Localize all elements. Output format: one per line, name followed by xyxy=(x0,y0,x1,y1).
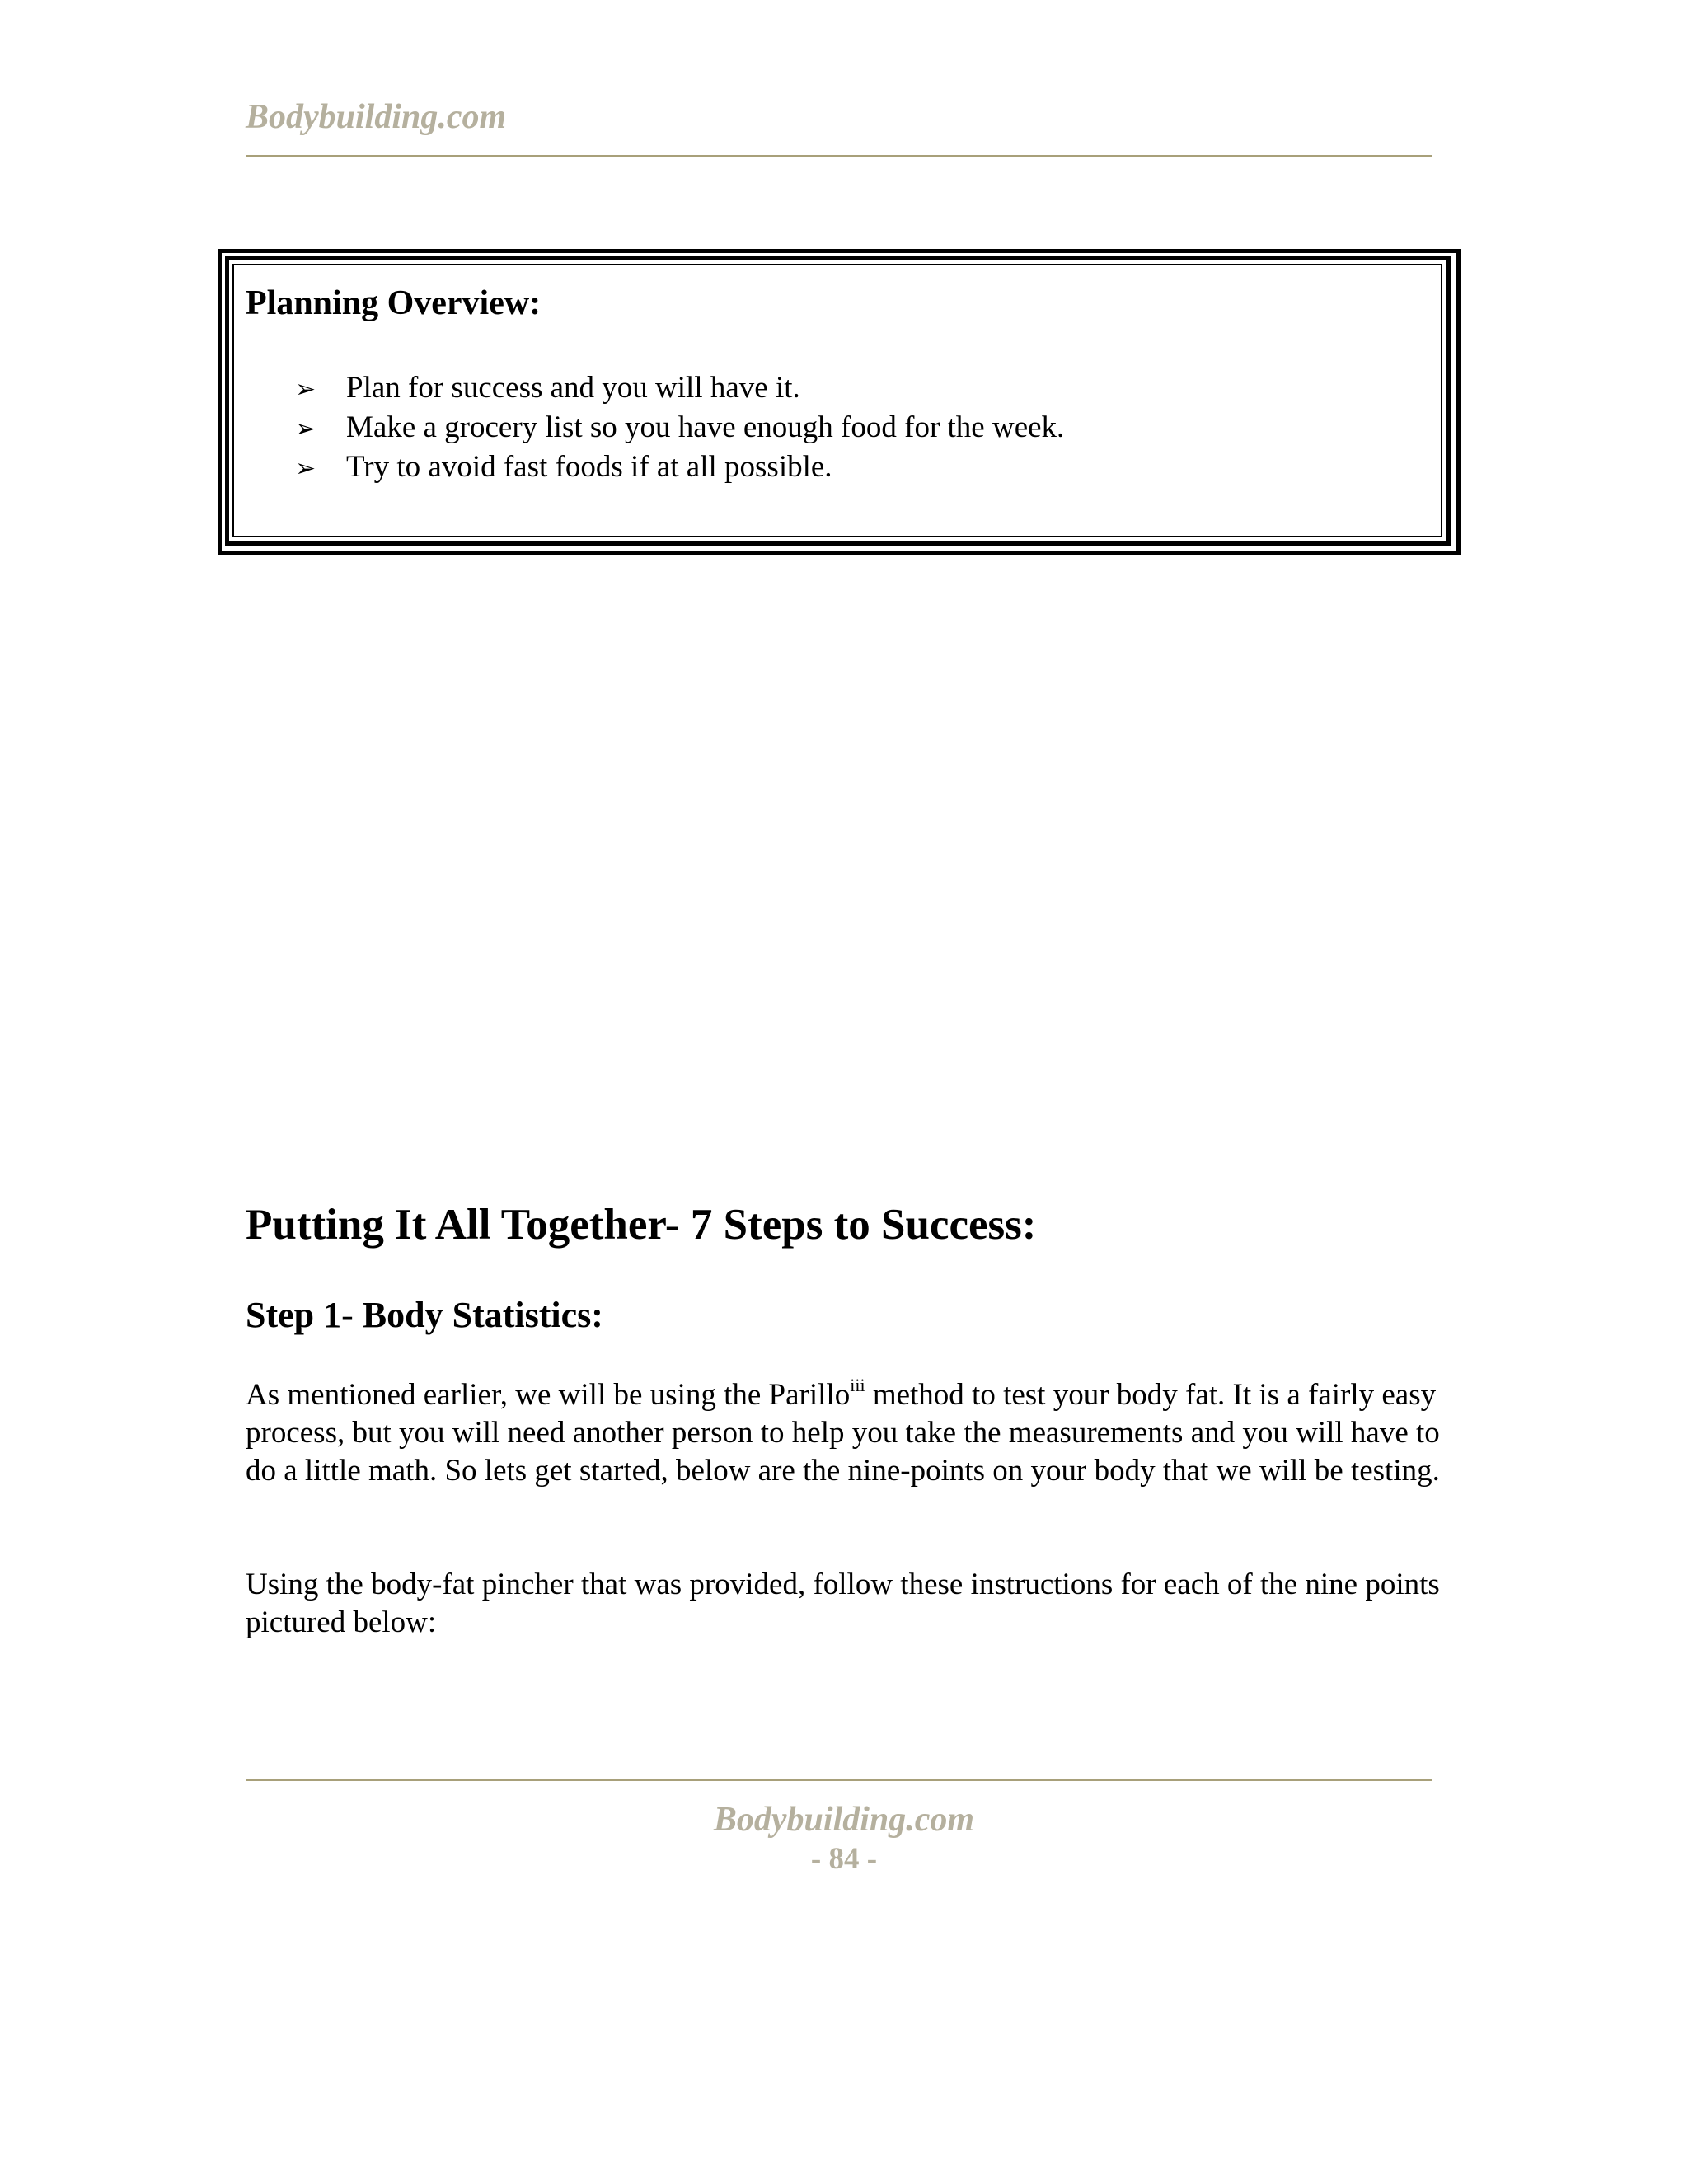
paragraph-text-before-citation: As mentioned earlier, we will be using the Parillo xyxy=(246,1378,851,1412)
list-item-text: Try to avoid fast foods if at all possible. xyxy=(346,450,832,484)
paragraph-text-after-citation: method to test your body fat. It is a fairly easy process, but you will need another person to help you take the measurements and you will have to do a little math. So lets get started, below are the nine-points on your body that we will be testing. xyxy=(246,1378,1440,1488)
list-item-text: Plan for success and you will have it. xyxy=(346,371,800,405)
body-paragraph-instructions: Using the body-fat pincher that was provided, follow these instructions for each of the nine points pictured below: xyxy=(246,1568,1440,1639)
arrowhead-bullet-icon: ➢ xyxy=(295,415,316,443)
section-title: Putting It All Together- 7 Steps to Success: xyxy=(246,1201,1037,1249)
section-subtitle: Step 1- Body Statistics: xyxy=(246,1295,603,1335)
body-paragraph-intro xyxy=(246,1376,1449,1490)
list-item xyxy=(295,448,1064,488)
footer-divider xyxy=(246,1779,1432,1781)
arrowhead-bullet-icon: ➢ xyxy=(295,375,316,404)
list-item xyxy=(295,409,1064,448)
header-divider xyxy=(246,155,1432,157)
planning-overview-heading: Planning Overview: xyxy=(246,284,542,322)
header-site-name: Bodybuilding.com xyxy=(246,98,507,136)
planning-overview-list xyxy=(295,369,1064,488)
footer-site-name: Bodybuilding.com xyxy=(713,1801,975,1839)
citation-superscript: iii xyxy=(850,1375,865,1395)
arrowhead-bullet-icon: ➢ xyxy=(295,454,316,483)
page-number: - 84 - xyxy=(810,1842,878,1876)
list-item xyxy=(295,369,1064,409)
list-item-text: Make a grocery list so you have enough food for the week. xyxy=(346,410,1065,444)
